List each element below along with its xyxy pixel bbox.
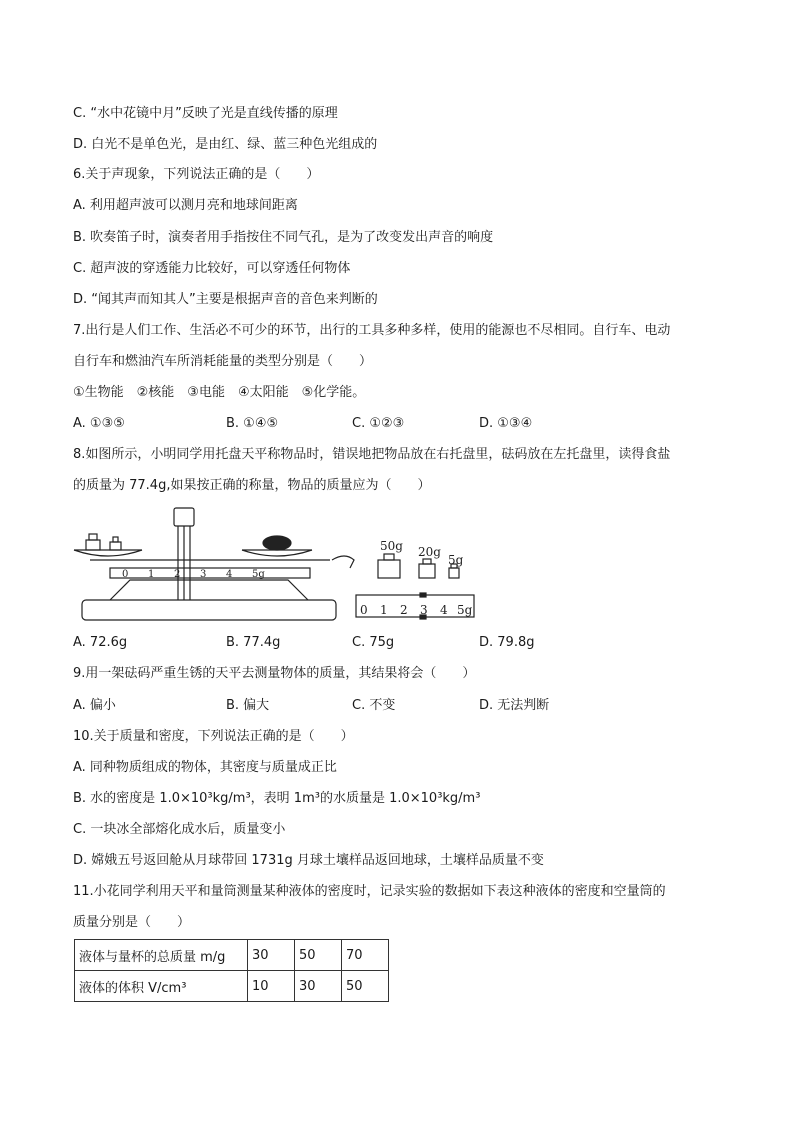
- q8-option-a: A. 72.6g: [73, 635, 128, 650]
- question-6: 6.关于声现象，下列说法正确的是（ ）: [73, 167, 320, 182]
- rider-scale-label: 4: [440, 603, 448, 617]
- table-cell: 50: [342, 971, 389, 1002]
- rider-scale-label: 5g: [457, 603, 473, 617]
- weight-labels: [380, 539, 464, 567]
- weight-5g-label: 5g: [448, 553, 464, 567]
- left-scale-label: 4: [226, 569, 233, 580]
- option-c-mirror: C. “水中花镜中月”反映了光是直线传播的原理: [73, 106, 338, 121]
- data-table: [74, 939, 389, 1002]
- q6-option-b: B. 吹奏笛子时，演奏者用手指按住不同气孔，是为了改变发出声音的响度: [73, 230, 494, 245]
- table-cell: 30: [248, 940, 295, 971]
- rider-scale-label: 2: [400, 603, 408, 617]
- q9-option-a: A. 偏小: [73, 698, 116, 713]
- balance-figure: [70, 502, 490, 624]
- weight-20g-label: 20g: [418, 545, 441, 559]
- q6-option-d: D. “闻其声而知其人”主要是根据声音的音色来判断的: [73, 292, 378, 307]
- q10-option-d: D. 嫦娥五号返回舱从月球带回 1731g 月球土壤样品返回地球，土壤样品质量不变: [73, 853, 544, 868]
- q8-option-c: C. 75g: [352, 635, 395, 650]
- question-10: 10.关于质量和密度，下列说法正确的是（ ）: [73, 729, 354, 744]
- q6-option-a: A. 利用超声波可以测月亮和地球间距离: [73, 198, 298, 213]
- left-scale-label: 0: [122, 569, 129, 580]
- question-8-line2: 的质量为 77.4g,如果按正确的称量，物品的质量应为（ ）: [73, 478, 431, 493]
- table-cell: 70: [342, 940, 389, 971]
- left-scale-label: 2: [174, 569, 181, 580]
- table-row: [75, 971, 389, 1002]
- q7-option-d: D. ①③④: [479, 416, 533, 431]
- row-header: 液体的体积 V/cm³: [75, 971, 248, 1002]
- q8-option-d: D. 79.8g: [479, 635, 535, 650]
- q10-option-c: C. 一块冰全部熔化成水后，质量变小: [73, 822, 286, 837]
- q7-option-c: C. ①②③: [352, 416, 405, 431]
- q10-option-a: A. 同种物质组成的物体，其密度与质量成正比: [73, 760, 337, 775]
- left-scale-label: 1: [148, 569, 155, 580]
- question-11-line1: 11.小花同学利用天平和量筒测量某种液体的密度时，记录实验的数据如下表这种液体的密度和空量筒的: [73, 884, 666, 899]
- table-cell: 30: [295, 971, 342, 1002]
- q9-option-c: C. 不变: [352, 698, 396, 713]
- table-row: [75, 940, 389, 971]
- weight-50g-label: 50g: [380, 539, 403, 553]
- rider-scale-label: 1: [380, 603, 388, 617]
- balance-illustration: [74, 508, 354, 620]
- left-scale-label: 3: [200, 569, 207, 580]
- question-7-line2: 自行车和燃油汽车所消耗能量的类型分别是（ ）: [73, 354, 373, 369]
- left-scale-label: 5g: [252, 569, 265, 580]
- q7-energy-list: ①生物能 ②核能 ③电能 ④太阳能 ⑤化学能。: [73, 385, 366, 400]
- q9-option-d: D. 无法判断: [479, 698, 550, 713]
- rider-scale-label: 3: [420, 603, 428, 617]
- row-header: 液体与量杯的总质量 m/g: [75, 940, 248, 971]
- question-8-line1: 8.如图所示，小明同学用托盘天平称物品时，错误地把物品放在右托盘里，砝码放在左托盘里，读得食盐: [73, 447, 671, 462]
- rider-scale-labels: [360, 603, 473, 617]
- q9-option-b: B. 偏大: [226, 698, 270, 713]
- rider-scale-label: 0: [360, 603, 368, 617]
- q7-option-a: A. ①③⑤: [73, 416, 125, 431]
- q8-option-b: B. 77.4g: [226, 635, 281, 650]
- table-cell: 10: [248, 971, 295, 1002]
- q10-option-b: B. 水的密度是 1.0×10³kg/m³，表明 1m³的水质量是 1.0×10³kg/m³: [73, 791, 481, 806]
- question-11-line2: 质量分别是（ ）: [73, 915, 191, 930]
- question-7-line1: 7.出行是人们工作、生活必不可少的环节，出行的工具多种多样，使用的能源也不尽相同。自行车、电动: [73, 323, 671, 338]
- option-d-white-light: D. 白光不是单色光，是由红、绿、蓝三种色光组成的: [73, 137, 378, 152]
- q6-option-c: C. 超声波的穿透能力比较好，可以穿透任何物体: [73, 261, 351, 276]
- table-cell: 50: [295, 940, 342, 971]
- question-9: 9.用一架砝码严重生锈的天平去测量物体的质量，其结果将会（ ）: [73, 666, 476, 681]
- q7-option-b: B. ①④⑤: [226, 416, 279, 431]
